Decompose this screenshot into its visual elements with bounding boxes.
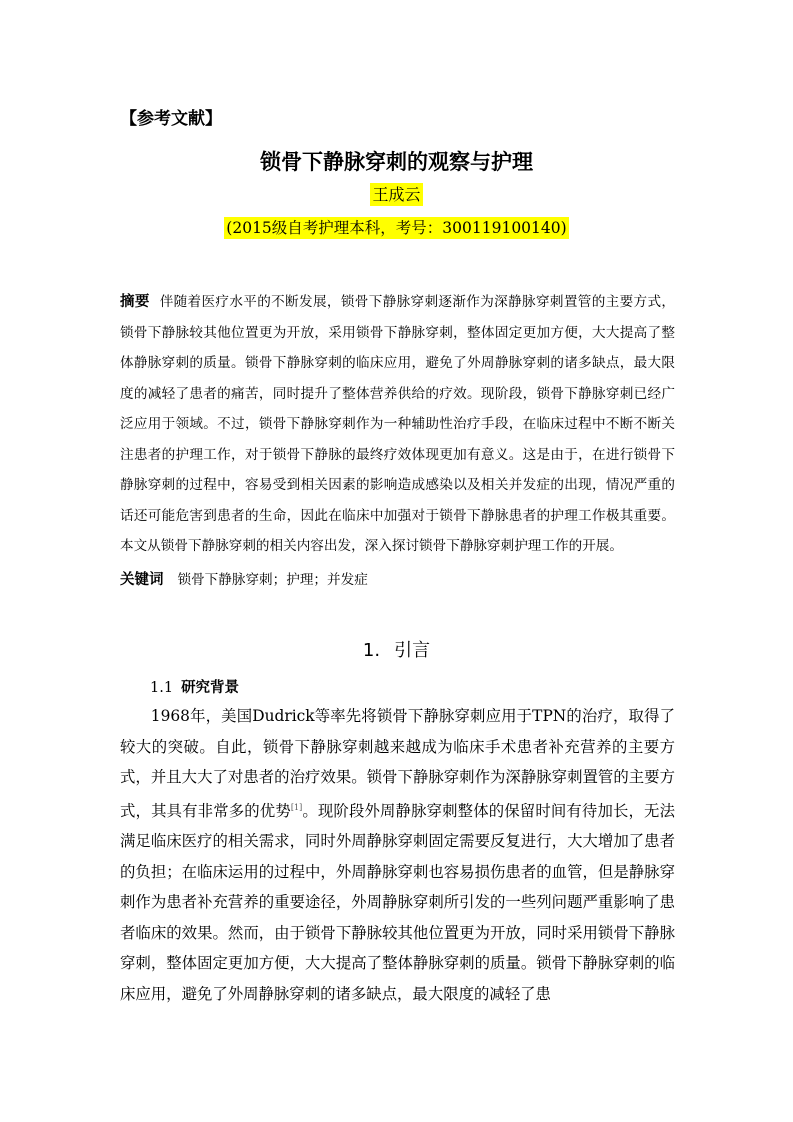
body-text-part1: 1968年，美国Dudrick等率先将锁骨下静脉穿刺应用于TPN的治疗，取得了较大的突破。自此，锁骨下静脉穿刺越来越成为临床手术患者补充营养的主要方式，并且大大了对患者的治疗效果。锁骨下静脉穿刺作为深静脉穿刺置管的主要方式，其具有非常多的优势: [120, 707, 675, 820]
author-name: [0, 182, 793, 205]
author-affiliation: [0, 216, 793, 238]
section-title: 引言: [394, 640, 431, 661]
keywords-block: [120, 568, 368, 589]
keywords-text: 锁骨下静脉穿刺；护理；并发症: [177, 572, 368, 588]
abstract-block: [120, 287, 675, 562]
subsection-title: 研究背景: [181, 680, 240, 696]
body-text-part2: 。现阶段外周静脉穿刺整体的保留时间有待加长，无法满足临床医疗的相关需求，同时外周静脉穿刺固定需要反复进行，大大增加了患者的负担；在临床运用的过程中，外周静脉穿刺也容易损伤患者的血管，但是静脉穿刺作为患者补充营养的重要途径，外周静脉穿刺所引发的一些列问题严重影响了患者临床的效果。然而，由于锁骨下静脉较其他位置更为开放，同时采用锁骨下静脉穿刺，整体固定更加方便，大大提高了整体静脉穿刺的质量。锁骨下静脉穿刺的临床应用，避免了外周静脉穿刺的诸多缺点，最大限度的减轻了患: [120, 801, 675, 1003]
subsection-heading: [150, 676, 239, 697]
keywords-label: 关键词: [120, 572, 164, 588]
affiliation-highlight: (2015级自考护理本科，考号：300119100140): [226, 219, 567, 237]
author-highlight: 王成云: [372, 185, 421, 204]
abstract-label: 摘要: [120, 294, 150, 310]
subsection-number: 1.1: [150, 680, 174, 696]
abstract-text: 伴随着医疗水平的不断发展，锁骨下静脉穿刺逐渐作为深静脉穿刺置管的主要方式，锁骨下静脉较其他位置更为开放，采用锁骨下静脉穿刺，整体固定更加方便，大大提高了整体静脉穿刺的质量。锁骨下静脉穿刺的临床应用，避免了外周静脉穿刺的诸多缺点，最大限度的减轻了患者的痛苦，同时提升了整体营养供给的疗效。现阶段，锁骨下静脉穿刺已经广泛应用于领域。不过，锁骨下静脉穿刺作为一种辅助性治疗手段，在临床过程中不断不断关注患者的护理工作，对于锁骨下静脉的最终疗效体现更加有意义。这是由于，在进行锁骨下静脉穿刺的过程中，容易受到相关因素的影响造成感染以及相关并发症的出现，情况严重的话还可能危害到患者的生命，因此在临床中加强对于锁骨下静脉患者的护理工作极其重要。本文从锁骨下静脉穿刺的相关内容出发，深入探讨锁骨下静脉穿刺护理工作的开展。: [120, 294, 675, 554]
body-paragraph: [120, 701, 675, 1009]
section-heading: [0, 636, 793, 662]
citation-marker[interactable]: [1]: [290, 802, 303, 812]
section-number: 1.: [362, 640, 381, 661]
paper-title: 锁骨下静脉穿刺的观察与护理: [260, 150, 533, 174]
references-tag: 【参考文献】: [120, 109, 222, 129]
